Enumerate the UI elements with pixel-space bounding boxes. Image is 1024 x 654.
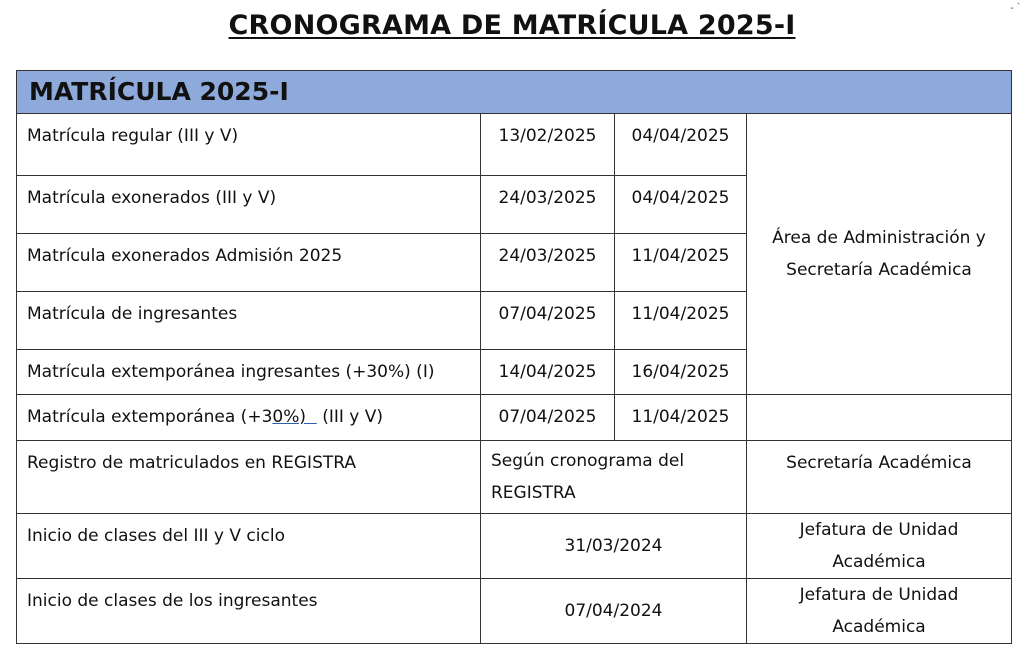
dates-cell: Según cronograma del REGISTRA — [481, 441, 747, 514]
start-date-cell: 07/04/2025 — [481, 395, 615, 441]
end-date-cell: 11/04/2025 — [615, 234, 747, 292]
end-date-cell: 04/04/2025 — [615, 176, 747, 234]
activity-cell: Matrícula regular (III y V) — [17, 114, 481, 176]
activity-cell: Matrícula extemporánea ingresantes (+30%) (I) — [17, 350, 481, 395]
table-header-row — [17, 71, 1012, 114]
table-row — [17, 395, 1012, 441]
activity-text-pre: Matrícula extemporánea (+3 — [27, 407, 273, 427]
activity-cell: Inicio de clases de los ingresantes — [17, 579, 481, 644]
table-row — [17, 579, 1012, 644]
end-date-cell: 16/04/2025 — [615, 350, 747, 395]
date-cell: 07/04/2024 — [481, 579, 747, 644]
start-date-cell: 24/03/2025 — [481, 176, 615, 234]
activity-text-post: (III y V) — [316, 407, 384, 427]
activity-text-underlined: 0%) — [272, 407, 317, 427]
table-row — [17, 514, 1012, 579]
table-row — [17, 114, 1012, 176]
table-header: MATRÍCULA 2025-I — [17, 71, 1012, 114]
responsible-cell — [747, 395, 1012, 441]
activity-cell: Matrícula de ingresantes — [17, 292, 481, 350]
activity-cell: Matrícula exonerados Admisión 2025 — [17, 234, 481, 292]
responsible-cell: Secretaría Académica — [747, 441, 1012, 514]
end-date-cell: 04/04/2025 — [615, 114, 747, 176]
activity-cell: Matrícula exonerados (III y V) — [17, 176, 481, 234]
activity-cell: Registro de matriculados en REGISTRA — [17, 441, 481, 514]
date-cell: 31/03/2024 — [481, 514, 747, 579]
table-row — [17, 441, 1012, 514]
responsible-cell: Jefatura de Unidad Académica — [747, 514, 1012, 579]
start-date-cell: 24/03/2025 — [481, 234, 615, 292]
start-date-cell: 07/04/2025 — [481, 292, 615, 350]
corner-mark: - ` — [1010, 2, 1021, 14]
activity-cell: Inicio de clases del III y V ciclo — [17, 514, 481, 579]
end-date-cell: 11/04/2025 — [615, 292, 747, 350]
start-date-cell: 14/04/2025 — [481, 350, 615, 395]
responsible-cell: Jefatura de Unidad Académica — [747, 579, 1012, 644]
responsible-cell-merged: Área de Administración y Secretaría Académica — [747, 114, 1012, 395]
end-date-cell: 11/04/2025 — [615, 395, 747, 441]
start-date-cell: 13/02/2025 — [481, 114, 615, 176]
page-title: CRONOGRAMA DE MATRÍCULA 2025-I — [228, 10, 796, 41]
schedule-table — [16, 70, 1012, 644]
activity-cell — [17, 395, 481, 441]
